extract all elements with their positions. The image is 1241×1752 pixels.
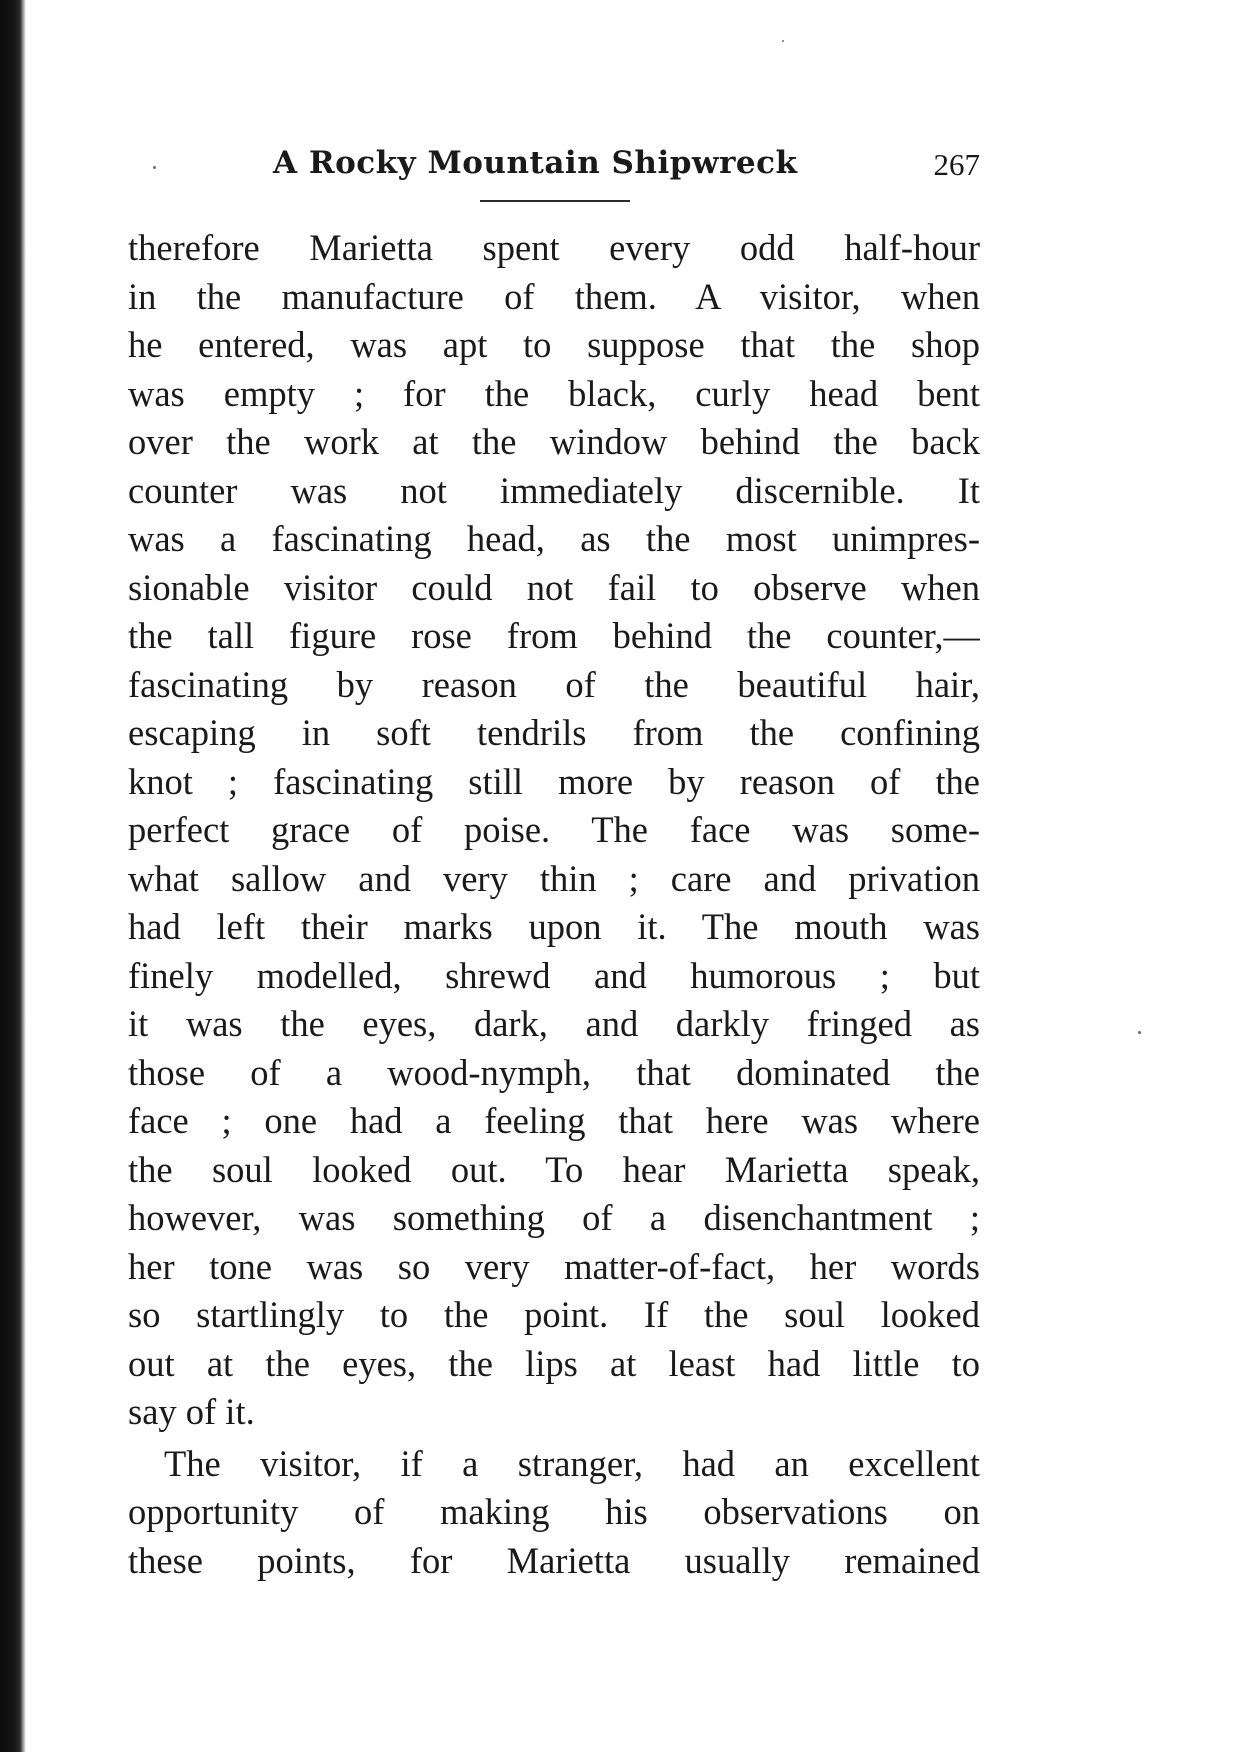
text-line: those of a wood-nymph, that dominated the [128, 1051, 980, 1093]
scan-speck [1138, 1031, 1141, 1034]
text-line: perfect grace of poise. The face was some- [128, 809, 980, 850]
header-rule [480, 200, 630, 202]
text-line: opportunity of making his observations on [128, 1491, 980, 1532]
running-head [128, 145, 980, 195]
text-line: finely modelled, shrewd and humorous ; but [128, 954, 980, 996]
text-line: it was the eyes, dark, and darkly fringed as [128, 1003, 980, 1044]
text-line: say of it. [128, 1391, 255, 1432]
text-line: however, was something of a disenchantment ; [128, 1197, 980, 1238]
page-number: 267 [933, 147, 980, 182]
scan-speck [153, 166, 156, 169]
text-line: fascinating by reason of the beautiful hair, [128, 663, 980, 705]
text-line: the tall figure rose from behind the counter,— [128, 615, 980, 656]
text-line: so startlingly to the point. If the soul looked [128, 1294, 980, 1335]
text-line: sionable visitor could not fail to observe when [128, 566, 980, 608]
text-line: counter was not immediately discernible. It [128, 469, 980, 511]
running-title: A Rocky Mountain Shipwreck [273, 145, 798, 181]
text-line: he entered, was apt to suppose that the shop [128, 324, 980, 365]
paragraph [128, 1440, 980, 1586]
text-line: the soul looked out. To hear Marietta speak, [128, 1148, 980, 1190]
text-line: therefore Marietta spent every odd half-hour [128, 227, 980, 268]
text-line: out at the eyes, the lips at least had little to [128, 1342, 980, 1384]
scan-speck [782, 40, 784, 42]
text-line: had left their marks upon it. The mouth was [128, 906, 980, 947]
book-spine-shadow [0, 0, 26, 1752]
text-line: her tone was so very matter-of-fact, her words [128, 1245, 980, 1287]
text-line: escaping in soft tendrils from the confining [128, 712, 980, 753]
text-line: in the manufacture of them. A visitor, when [128, 275, 980, 317]
text-line: face ; one had a feeling that here was where [128, 1100, 980, 1141]
paragraph [128, 224, 980, 1437]
text-line: knot ; fascinating still more by reason of the [128, 760, 980, 802]
text-line: what sallow and very thin ; care and privation [128, 857, 980, 899]
text-line: these points, for Marietta usually remained [128, 1539, 980, 1581]
text-line: was a fascinating head, as the most unimpres- [128, 518, 980, 559]
body-text [128, 224, 980, 1585]
text-line: The visitor, if a stranger, had an excellent [164, 1442, 980, 1484]
text-line: was empty ; for the black, curly head bent [128, 372, 980, 414]
text-line: over the work at the window behind the back [128, 421, 980, 462]
